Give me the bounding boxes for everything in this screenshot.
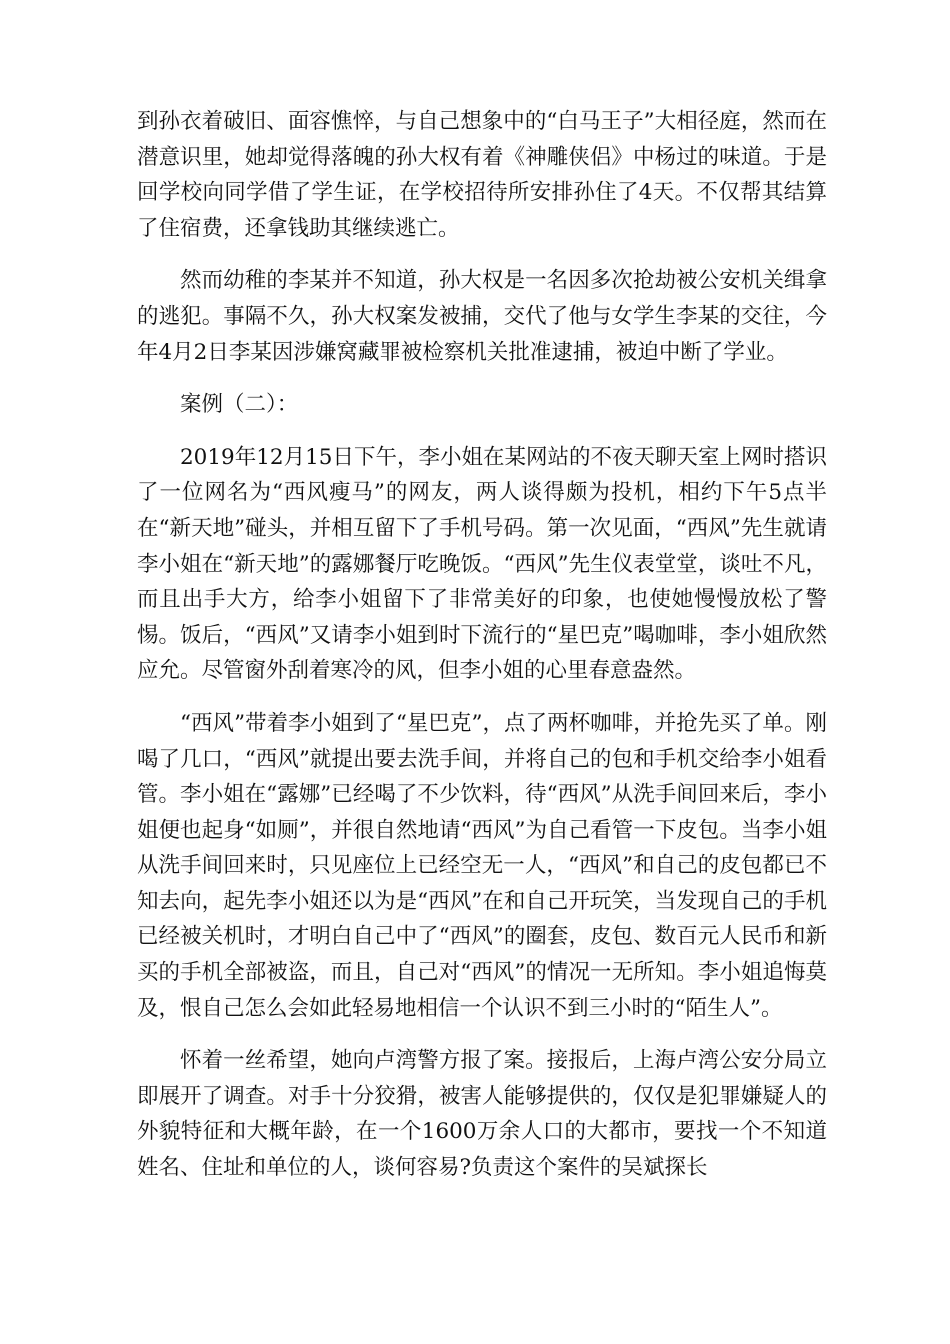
document-body: [137, 104, 827, 1203]
paragraph-starbucks-theft: “西风”带着李小姐到了“星巴克”，点了两杯咖啡，并抢先买了单。刚喝了几口，“西风”就提出要去洗手间，并将自己的包和手机交给李小姐看管。李小姐在“露娜”已经喝了不少饮料，待“西风”从洗手间回来后，李小姐便也起身“如厕”，并很自然地请“西风”为自己看管一下皮包。当李小姐从洗手间回来时，只见座位上已经空无一人，“西风”和自己的皮包都已不知去向，起先李小姐还以为是“西风”在和自己开玩笑，当发现自己的手机已经被关机时，才明白自己中了“西风”的圈套，皮包、数百元人民币和新买的手机全部被盗，而且，自己对“西风”的情况一无所知。李小姐追悔莫及，恨自己怎么会如此轻易地相信一个认识不到三小时的“陌生人”。: [137, 710, 827, 1021]
paragraph-chatroom-meeting: 2019年12月15日下午，李小姐在某网站的不夜天聊天室上网时搭识了一位网名为“西风瘦马”的网友，两人谈得颇为投机，相约下午5点半在“新天地”碰头，并相互留下了手机号码。第一次见面，“西风”先生就请李小姐在“新天地”的露娜餐厅吃晚饭。“西风”先生仪表堂堂，谈吐不凡，而且出手大方，给李小姐留下了非常美好的印象，也使她慢慢放松了警惕。饭后，“西风”又请李小姐到时下流行的“星巴克”喝咖啡，李小姐欣然应允。尽管窗外刮着寒冷的风，但李小姐的心里春意盎然。: [137, 444, 827, 684]
paragraph-continuation: 到孙衣着破旧、面容憔悴，与自己想象中的“白马王子”大相径庭，然而在潜意识里，她却觉得落魄的孙大权有着《神雕侠侣》中杨过的味道。于是回学校向同学借了学生证，在学校招待所安排孙住了4天。不仅帮其结算了住宿费，还拿钱助其继续逃亡。: [137, 109, 827, 241]
paragraph-police-report: 怀着一丝希望，她向卢湾警方报了案。接报后，上海卢湾公安分局立即展开了调查。对手十分狡猾，被害人能够提供的，仅仅是犯罪嫌疑人的外貌特征和大概年龄，在一个1600万余人口的大都市，要找一个不知道姓名、住址和单位的人，谈何容易?负责这个案件的吴斌探长: [137, 1048, 827, 1181]
case-two-heading: 案例（二）：: [180, 392, 299, 418]
paragraph-fugitive-revealed: 然而幼稚的李某并不知道，孙大权是一名因多次抢劫被公安机关缉拿的逃犯。事隔不久，孙大权案发被捕，交代了他与女学生李某的交往，今年4月2日李某因涉嫌窝藏罪被检察机关批准逮捕，被迫中断了学业。: [137, 268, 827, 365]
